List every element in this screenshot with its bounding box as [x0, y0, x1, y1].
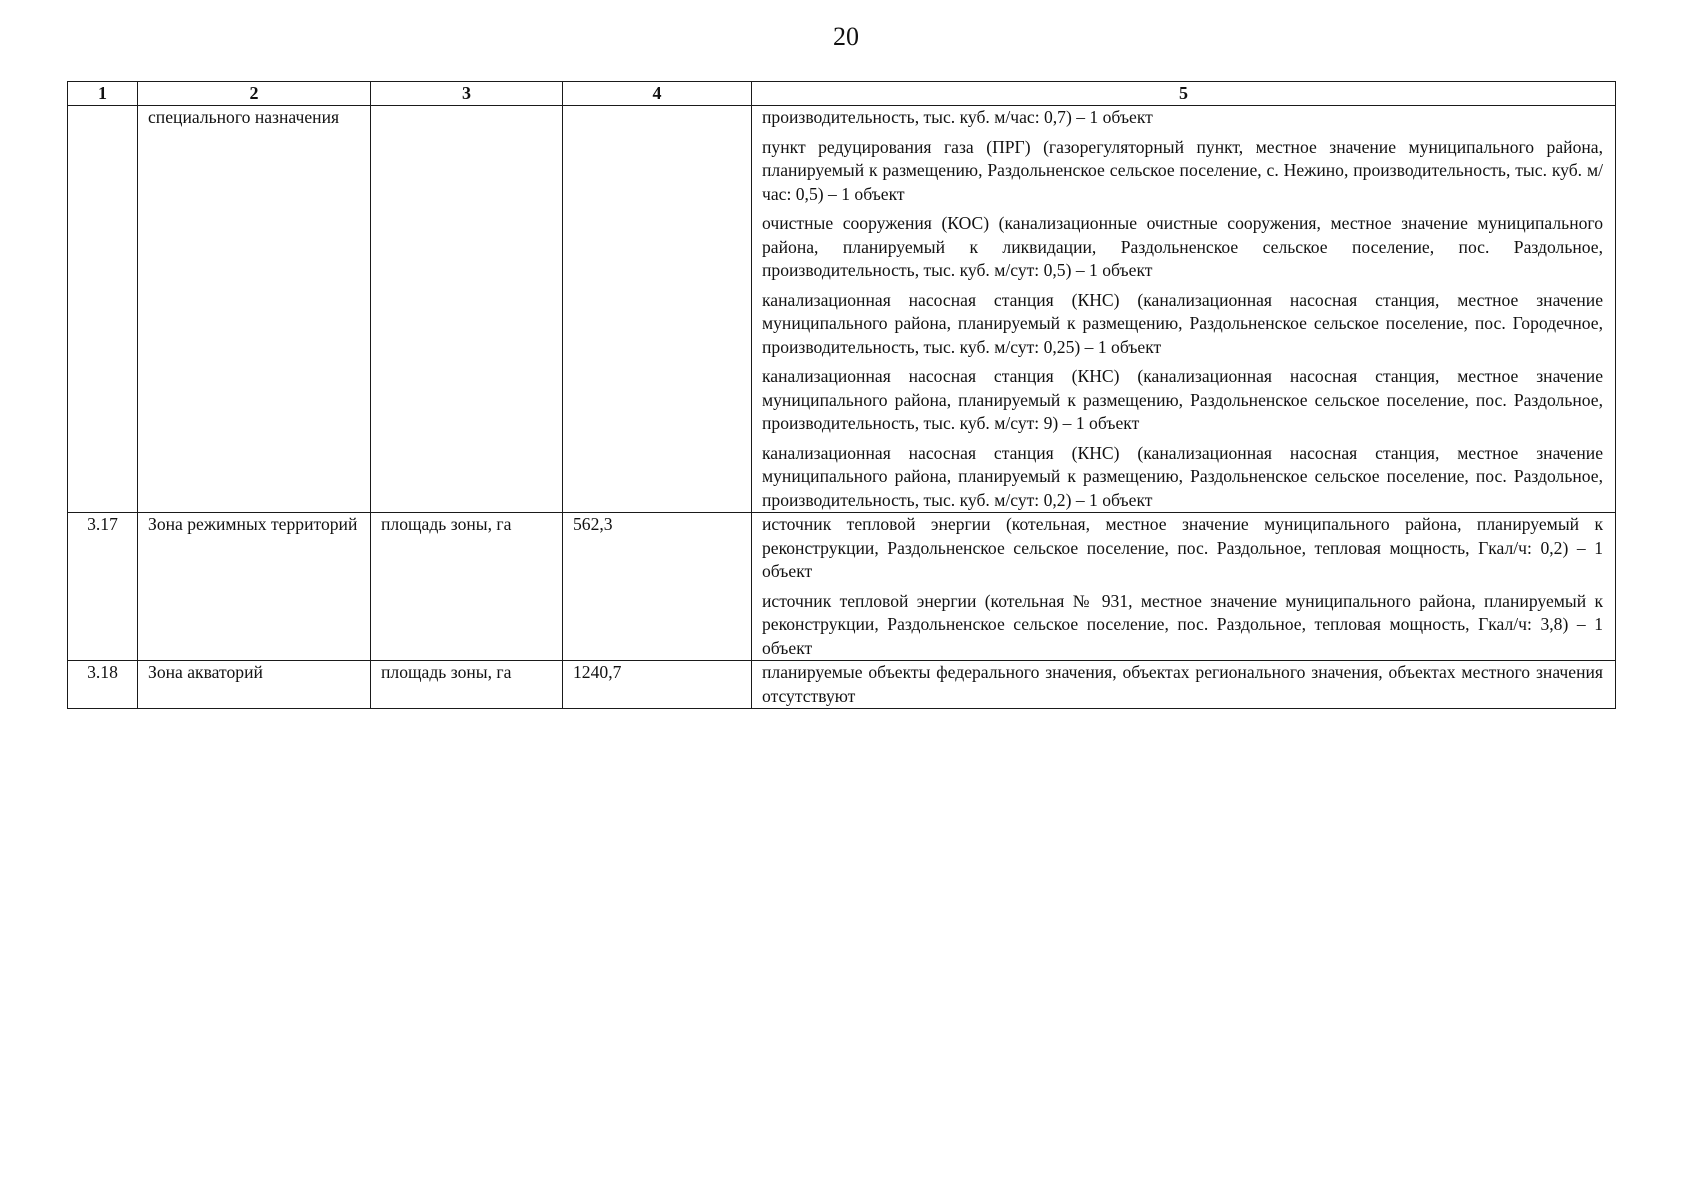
cell-objects — [752, 513, 1616, 661]
cell-parameter: площадь зоны, га — [371, 661, 563, 709]
cell-value — [563, 106, 752, 513]
table-header-row — [68, 82, 1616, 106]
cell-value: 562,3 — [563, 513, 752, 661]
header-col-5: 5 — [752, 82, 1616, 106]
cell-value: 1240,7 — [563, 661, 752, 709]
cell-parameter — [371, 106, 563, 513]
table-row-3-17 — [68, 513, 1616, 661]
object-entry: источник тепловой энергии (котельная № 931, местное значение муниципального района, планируемый к реконструкции, Раздольненское сельское поселение, пос. Раздольное, тепловая мощность, Гкал/ч: 3,8) – 1 объект — [762, 590, 1603, 658]
object-entry: производительность, тыс. куб. м/час: 0,7) – 1 объект — [762, 107, 1153, 127]
cell-number: 3.17 — [68, 513, 138, 661]
object-entry: канализационная насосная станция (КНС) (канализационная насосная станция, местное значение муниципального района, планируемый к размещению, Раздольненское сельское поселение, пос. Раздольное, производительность, тыс. куб. м/сут: 9) – 1 объект — [762, 366, 1603, 433]
cell-number: 3.18 — [68, 661, 138, 709]
object-entry: канализационная насосная станция (КНС) (канализационная насосная станция, местное значение муниципального района, планируемый к размещению, Раздольненское сельское поселение, пос. Городечное, производительность, тыс. куб. м/сут: 0,25) – 1 объект — [762, 289, 1603, 357]
object-entry: источник тепловой энергии (котельная, местное значение муниципального района, планируемый к реконструкции, Раздольненское сельское поселение, пос. Раздольное, тепловая мощность, Гкал/ч: 0,2) – 1 объект — [762, 514, 1603, 581]
object-entry: планируемые объекты федерального значения, объектах регионального значения, объектах местного значения отсутствуют — [762, 662, 1603, 706]
cell-objects — [752, 106, 1616, 513]
object-entry: канализационная насосная станция (КНС) (канализационная насосная станция, местное значение муниципального района, планируемый к размещению, Раздольненское сельское поселение, пос. Раздольное, производительность, тыс. куб. м/сут: 0,2) – 1 объект — [762, 442, 1603, 510]
cell-number — [68, 106, 138, 513]
object-entry: очистные сооружения (КОС) (канализационные очистные сооружения, местное значение муниципального района, планируемый к ликвидации, Раздольненское сельское поселение, пос. Раздольное, производительность, тыс. куб. м/сут: 0,5) – 1 объект — [762, 213, 1603, 280]
table-row-3-18 — [68, 661, 1616, 709]
header-col-3: 3 — [371, 82, 563, 106]
object-entry: пункт редуцирования газа (ПРГ) (газорегуляторный пункт, местное значение муниципального района, планируемый к размещению, Раздольненское сельское поселение, с. Нежино, производительность, тыс. куб. м/час: 0,5) – 1 объект — [762, 136, 1603, 204]
cell-zone-name: Зона режимных территорий — [138, 513, 371, 661]
zones-table — [67, 81, 1616, 709]
page-number: 20 — [833, 22, 859, 51]
cell-zone-name: специального назначения — [138, 106, 371, 513]
cell-objects — [752, 661, 1616, 709]
cell-zone-name: Зона акваторий — [138, 661, 371, 709]
header-col-1: 1 — [68, 82, 138, 106]
header-col-4: 4 — [563, 82, 752, 106]
table-row-continued — [68, 106, 1616, 513]
header-col-2: 2 — [138, 82, 371, 106]
cell-parameter: площадь зоны, га — [371, 513, 563, 661]
